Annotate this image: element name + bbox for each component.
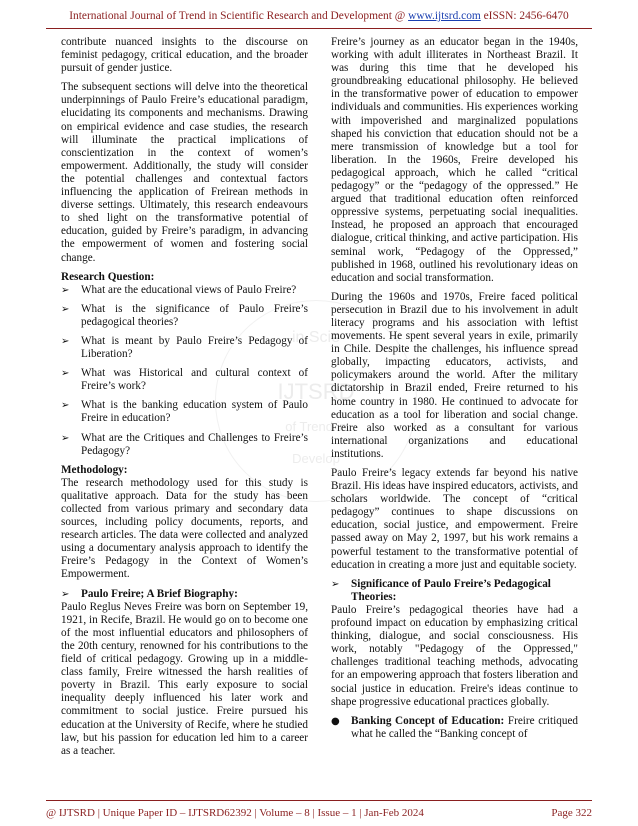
running-footer — [46, 806, 592, 820]
legacy-paragraph: Paulo Freire’s legacy extends far beyond his native Brazil. His ideas have inspired educators, activists, and scholars worldwide. The concept of “critical pedagogy” continues to shape discussions on education, social justice, and empowerment. Freire passed away on May 2, 1997, but his work remains a powerful testament to the transformative potential of education in creating a more just and equitable society. — [331, 467, 578, 571]
arrow-bullet-icon: ➢ — [331, 578, 340, 590]
arrow-bullet-icon: ➢ — [61, 335, 70, 347]
educator-journey-paragraph: Freire’s journey as an educator began in the 1940s, working with adult illiterates in Northeast Brazil. It was during this time that he developed his groundbreaking educational philosophy. He believed in the transformative power of education to empower individuals and communities. His experiences working with impoverished and marginalized populations shaped his conviction that education should not be a mere transmission of knowledge but a tool for liberation. In the 1960s, Freire developed his pedagogical approach, which he called “critical pedagogy” or the “pedagogy of the oppressed.” He argued that traditional education often reinforced oppressive systems, perpetuating social inequalities. Instead, he proposed an approach that encouraged dialogue, critical thinking, and active participation. His seminal work, “Pedagogy of the Oppressed,” published in 1968, outlined his revolutionary ideas on education and social transformation. — [331, 36, 578, 284]
journal-url-link[interactable]: www.ijtsrd.com — [408, 10, 481, 22]
arrow-bullet-icon: ➢ — [61, 303, 70, 315]
significance-paragraph: Paulo Freire’s pedagogical theories have had a profound impact on education by emphasizing critical thinking, dialogue, and social consciousness. His work, notably "Pedagogy of the Oppressed," challenges traditional teaching methods, advocating for an empowering approach that fosters liberation and social justice in education. Freire's ideas continue to shape progressive educational practices globally. — [331, 603, 578, 708]
banking-concept-item: ● Banking Concept of Education: Freire critiqued what he called the “Banking concept of — [331, 714, 579, 740]
journal-name: International Journal of Trend in Scientific Research and Development @ — [69, 10, 409, 22]
eissn: eISSN: 2456-6470 — [480, 10, 569, 22]
footer-rule — [46, 800, 592, 801]
significance-heading: ➢ Significance of Paulo Freire’s Pedagogical Theories: — [331, 577, 551, 603]
list-item: ➢ What are the Critiques and Challenges to Freire’s Pedagogy? — [61, 431, 308, 457]
journal-seal-watermark: in Scie IJTSRD of Trend in Develop — [215, 300, 417, 502]
footer-paper-info: @ IJTSRD | Unique Paper ID – IJTSRD62392 | Volume – 8 | Issue – 1 | Jan-Feb 2024 — [46, 807, 424, 819]
arrow-bullet-icon: ➢ — [61, 400, 70, 412]
biography-heading: ➢ Paulo Freire; A Brief Biography: — [61, 587, 238, 600]
right-column — [331, 36, 578, 747]
page-number: Page 322 — [551, 807, 592, 819]
list-item: ➢ What is meant by Paulo Freire’s Pedagogy of Liberation? — [61, 334, 308, 361]
list-item: ➢ What is the banking education system of Paulo Freire in education? — [61, 399, 308, 425]
methodology-paragraph: The research methodology used for this study is qualitative approach. Data for the study has been collected from various primary and secondary data sources, including policy documents, reports, and research articles. The data were collected and analyzed using a documentary analysis approach to identify the Freire’s Pedagogy in the Context of Women’s Empowerment. — [61, 476, 308, 581]
arrow-bullet-icon: ➢ — [61, 588, 70, 600]
research-question-heading: Research Question: — [61, 270, 155, 283]
persecution-paragraph: During the 1960s and 1970s, Freire faced political persecution in Brazil due to his involvement in adult literacy programs and his association with leftist movements. He spent several years in exile, primarily in Chile. Despite the challenges, his influence spread globally, impacting educators, activists, and policymakers around the world. After the military dictatorship in Brazil ended, Freire returned to his home country in 1980. He continued to advocate for education as a tool for liberation and social change. Freire also worked as a consultant for various international organizations and educational institutions. — [331, 290, 578, 460]
list-item: ➢ What are the educational views of Paulo Freire? — [61, 283, 297, 296]
round-bullet-icon: ● — [331, 715, 340, 727]
biography-paragraph: Paulo Reglus Neves Freire was born on September 19, 1921, in Recife, Brazil. He would go on to become one of the most influential educators and philosophers of the 20th century, renowned for his contributions to the field of critical pedagogy. Growing up in a middle-class family, Freire witnessed the harsh realities of poverty in Brazil. This early exposure to social inequality deeply influenced his later work and commitment to social justice. Freire pursued his education at the University of Recife, where he studied law, but his passion for education led him to a career as a teacher. — [61, 600, 308, 757]
subsequent-sections-paragraph: The subsequent sections will delve into the theoretical underpinnings of Paulo Freire’s educational paradigm, elucidating its components and mechanisms. Drawing on empirical evidence and case studies, the research will illuminate the practical implications of conscientization in the context of women’s empowerment. Additionally, the study will consider the potential challenges and contextual factors influencing the application of Freirean methods in diverse settings. Ultimately, this research endeavours to shed light on the transformative potential of education, guided by Freire’s paradigm, in advancing the empowerment of women and fostering social change. — [61, 81, 308, 264]
left-column — [61, 36, 308, 764]
arrow-bullet-icon: ➢ — [61, 432, 70, 444]
methodology-heading: Methodology: — [61, 463, 128, 476]
running-header — [0, 9, 638, 23]
header-rule — [46, 28, 592, 29]
arrow-bullet-icon: ➢ — [61, 368, 70, 380]
intro-paragraph-end: contribute nuanced insights to the discourse on feminist pedagogy, critical education, and the broader pursuit of gender justice. — [61, 36, 308, 75]
arrow-bullet-icon: ➢ — [61, 284, 70, 296]
list-item: ➢ What was Historical and cultural context of Freire’s work? — [61, 367, 308, 393]
research-question-list — [61, 284, 308, 458]
list-item: ➢ What is the significance of Paulo Freire’s pedagogical theories? — [61, 302, 308, 328]
